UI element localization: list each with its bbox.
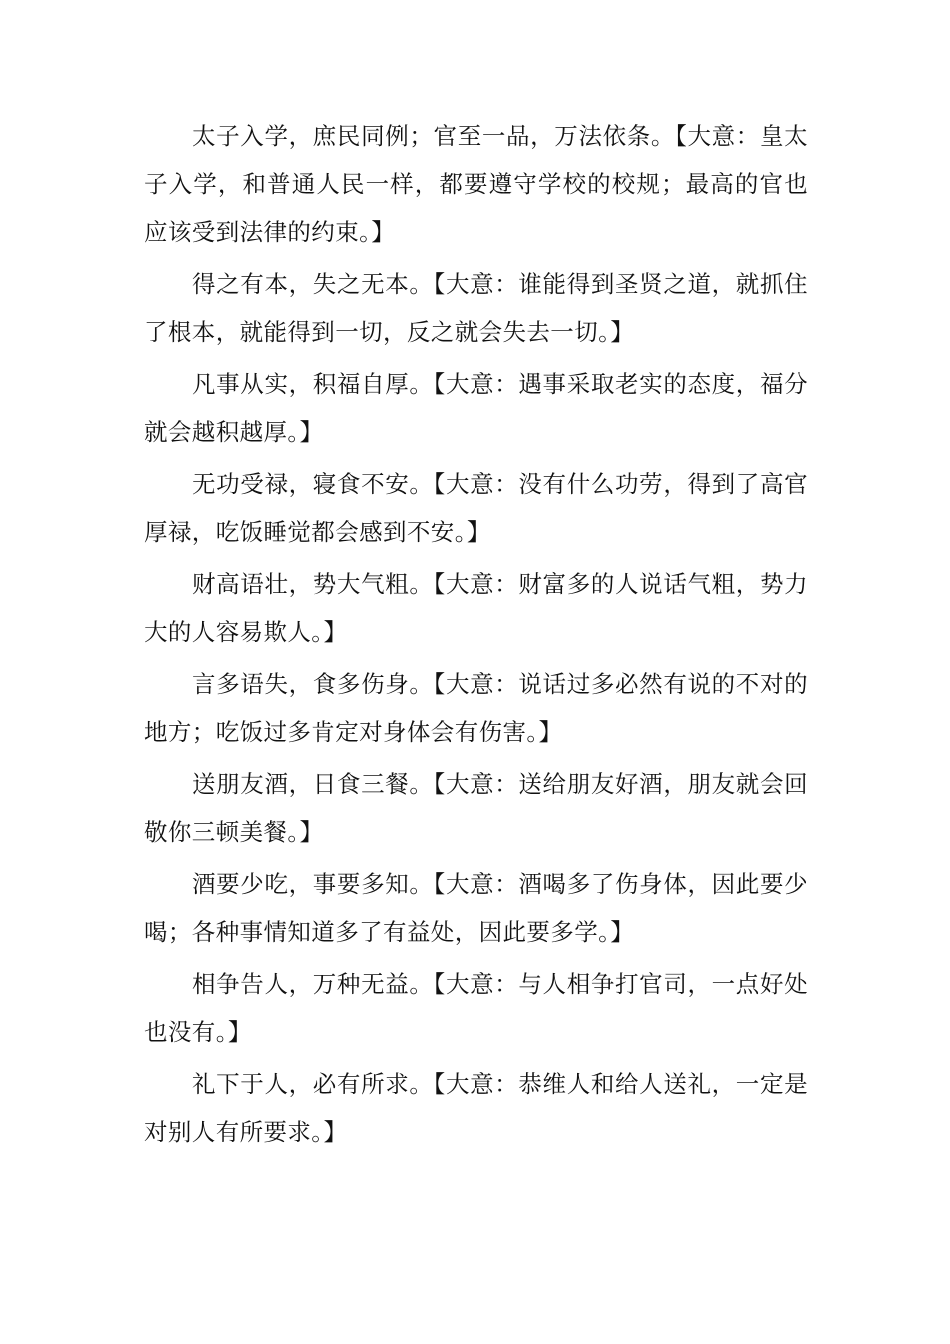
paragraph: 礼下于人，必有所求。【大意：恭维人和给人送礼，一定是对别人有所要求。】 (144, 1070, 808, 1146)
paragraph: 太子入学，庶民同例；官至一品，万法依条。【大意：皇太子入学，和普通人民一样，都要遵守学校的校规；最高的官也应该受到法律的约束。】 (144, 122, 808, 246)
paragraph: 酒要少吃，事要多知。【大意：酒喝多了伤身体，因此要少喝；各种事情知道多了有益处，因此要多学。】 (144, 870, 808, 946)
paragraph: 无功受禄，寝食不安。【大意：没有什么功劳，得到了高官厚禄，吃饭睡觉都会感到不安。】 (144, 470, 808, 546)
paragraph: 送朋友酒，日食三餐。【大意：送给朋友好酒，朋友就会回敬你三顿美餐。】 (144, 770, 808, 846)
paragraph: 言多语失，食多伤身。【大意：说话过多必然有说的不对的地方；吃饭过多肯定对身体会有伤害。】 (144, 670, 808, 746)
document-body (144, 112, 808, 1160)
paragraph: 得之有本，失之无本。【大意：谁能得到圣贤之道，就抓住了根本，就能得到一切，反之就会失去一切。】 (144, 270, 808, 346)
paragraph: 财高语壮，势大气粗。【大意：财富多的人说话气粗，势力大的人容易欺人。】 (144, 570, 808, 646)
paragraph: 相争告人，万种无益。【大意：与人相争打官司，一点好处也没有。】 (144, 970, 808, 1046)
paragraph: 凡事从实，积福自厚。【大意：遇事采取老实的态度，福分就会越积越厚。】 (144, 370, 808, 446)
